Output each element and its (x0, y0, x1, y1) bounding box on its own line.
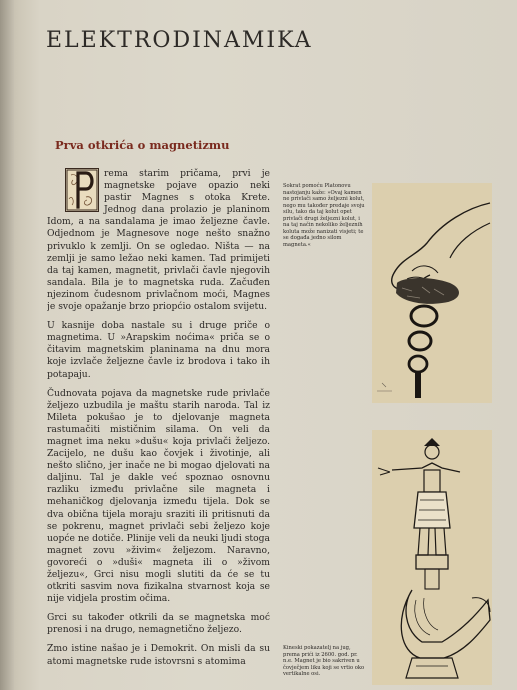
paragraph-3: Čudnovata pojava da magnetske rude privlače željezo uzbudila je maštu starih naroda. Tal iz Mileta pokušao je to djelovanje magneta rastumačiti mističnim silama. On veli da magnet ima neku »dušu« koja privlači željezo. Zacijelo, ne dušu kao čovjek i životinje, ali nešto slično, jer inače ne bi mogao djelovati na daljinu. Tal je dakle već spoznao osnovnu razliku između privlačne sile magneta i mehaničkog djelovanja između tijela. Dok se dva obična tijela moraju sraziti ili pritisnuti da se pokrenu, magnet privlači sebi željezo koje uopće ne dotiče. Plinije veli da neuki ljudi stoga magnet zovu »živim« željezom. Naravno, govoreći o »duši« magneta ili o »živom željezu«, Grci nisu mogli slutiti da će se tu otkriti sasvim nova fizikalna stvarnost koja se nije vidjela prostim očima. (47, 387, 270, 605)
paragraph-1-text: rema starim pričama, prvi je magnetske pojave opazio neki pastir Magnes s otoka Krete. Jednog dana prolazio je planinom Idom, a na sandalama je imao željezne čavle. Odjednom je Magnesove noge nešto snažno privuklo k zemlji. On se ogledao. Ništa — na zemlji je samo ležao neki kamen. Tad primijeti da taj kamen, magnetit, privlači čavle njegovih sandala. Bila je to magnetska ruda. Začuđen njezinom čudesnom privlačnom moći, Magnes je svoje opažanje brzo priopćio ostalom svijetu. (47, 168, 270, 313)
paragraph-5: Zmo istine našao je i Demokrit. On misli da su atomi magnetske rude istovrsni s atomima (47, 643, 270, 667)
caption-socrates-magnet: Sokrat pomoću Platonovu nastojanju kaže: »Ovaj kamen ne privlači samo željezni kolut, nego mu također predaje svoju silu, tako da taj kolut opet privlači drugi željezni kolut, i na taj način nekoliko željeznih koluta može nanizati visjeti; te se događa jedno silom magneta.« (283, 183, 365, 248)
paragraph-1 (47, 168, 270, 313)
caption-chinese-pointer: Kineski pokazatelj na jug, prema prići iz 2600. god. pr. n.e. Magnet je bio sakriven u čovječjem liku koji se vrtio oko vertikalne osi. (283, 645, 365, 677)
chapter-title: ELEKTRODINAMIKA (46, 28, 313, 53)
chinese-south-pointer-illustration (372, 430, 492, 685)
section-title: Prva otkrića o magnetizmu (55, 138, 230, 152)
dropcap-ornament (65, 168, 99, 212)
paragraph-4: Grci su također otkrili da se magnetska moć prenosi i na drugo, nemagnetično željezo. (47, 612, 270, 636)
page-gutter-shadow (0, 0, 14, 690)
paragraph-2: U kasnije doba nastale su i druge priče o magnetima. U »Arapskim noćima« priča se o čitavim magnetskim planinama na dnu mora koje izvlače željezne čavle iz brodova i tako ih potapaju. (47, 320, 270, 380)
body-text-column (47, 168, 270, 690)
magnet-hand-illustration (372, 183, 492, 403)
